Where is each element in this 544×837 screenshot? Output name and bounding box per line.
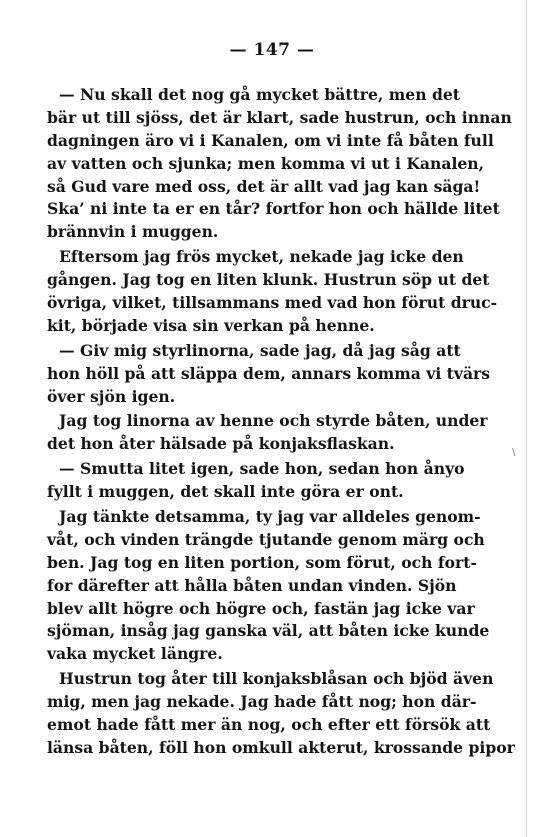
stray-mark: \ [512, 447, 516, 458]
paragraph [47, 458, 465, 504]
text-line: länsa båten, föll hon omkull akterut, krossande pipor [47, 737, 515, 757]
page-edge-line [526, 0, 527, 837]
text-line: Eftersom jag frös mycket, nekade jag icke den [59, 247, 464, 267]
paragraph [47, 506, 490, 666]
text-line: hon höll på att släppa dem, annars komma vi tvärs [47, 363, 491, 383]
text-line: Jag tänkte detsamma, ty jag var alldeles genom- [59, 507, 481, 527]
text-line: — Giv mig styrlinorna, sade jag, då jag såg att [59, 340, 461, 360]
text-line: Jag tog linorna av henne och styrde båten, under [59, 411, 488, 431]
text-line: mig, men jag nekade. Jag hade fått nog; hon där- [47, 692, 477, 712]
text-line: våt, och vinden trängde tjutande genom märg och [47, 529, 485, 549]
text-line: fyllt i muggen, det skall inte göra er ont. [47, 482, 404, 502]
text-line: vaka mycket längre. [47, 644, 223, 664]
text-line: så Gud vare med oss, det är allt vad jag kan säga! [47, 176, 481, 196]
paragraph [47, 340, 491, 409]
text-line: gången. Jag tog en liten klunk. Hustrun söp ut det [47, 270, 490, 290]
paragraph [47, 84, 512, 244]
text-line: övriga, vilket, tillsammans med vad hon förut druc- [47, 293, 498, 313]
text-line: — Nu skall det nog gå mycket bättre, men det [59, 85, 461, 104]
text-line: det hon åter hälsade på konjaksflaskan. [47, 434, 395, 454]
page-number: — 147 — [229, 40, 315, 60]
text-line: av vatten och sjunka; men komma vi ut i Kanalen, [47, 153, 485, 173]
body-text [47, 84, 515, 760]
text-line: Hustrun tog åter till konjaksblåsan och bjöd även [59, 669, 494, 689]
text-line: kit, började visa sin verkan på henne. [47, 315, 375, 335]
text-line: sjöman, insåg jag ganska väl, att båten icke kunde [47, 621, 490, 641]
text-line: dagningen äro vi i Kanalen, om vi inte få båten full [47, 130, 494, 150]
text-line: emot hade fått mer än nog, och efter ett försök att [47, 715, 491, 735]
text-line: Ska’ ni inte ta er en tår? fortfor hon och hällde litet [47, 199, 500, 219]
text-line: — Smutta litet igen, sade hon, sedan hon ånyo [59, 459, 465, 479]
text-line: blev allt högre och högre och, fastän jag icke var [47, 598, 475, 618]
paragraph [47, 410, 488, 456]
paragraph [47, 668, 515, 760]
text-line: brännvin i muggen. [47, 222, 219, 242]
text-line: bär ut till sjöss, det är klart, sade hustrun, och innan [47, 107, 512, 127]
text-line: for därefter att hålla båten undan vinden. Sjön [47, 575, 457, 595]
text-line: över sjön igen. [47, 386, 176, 406]
text-line: ben. Jag tog en liten portion, som förut, och fort- [47, 552, 477, 572]
paragraph [47, 246, 498, 338]
